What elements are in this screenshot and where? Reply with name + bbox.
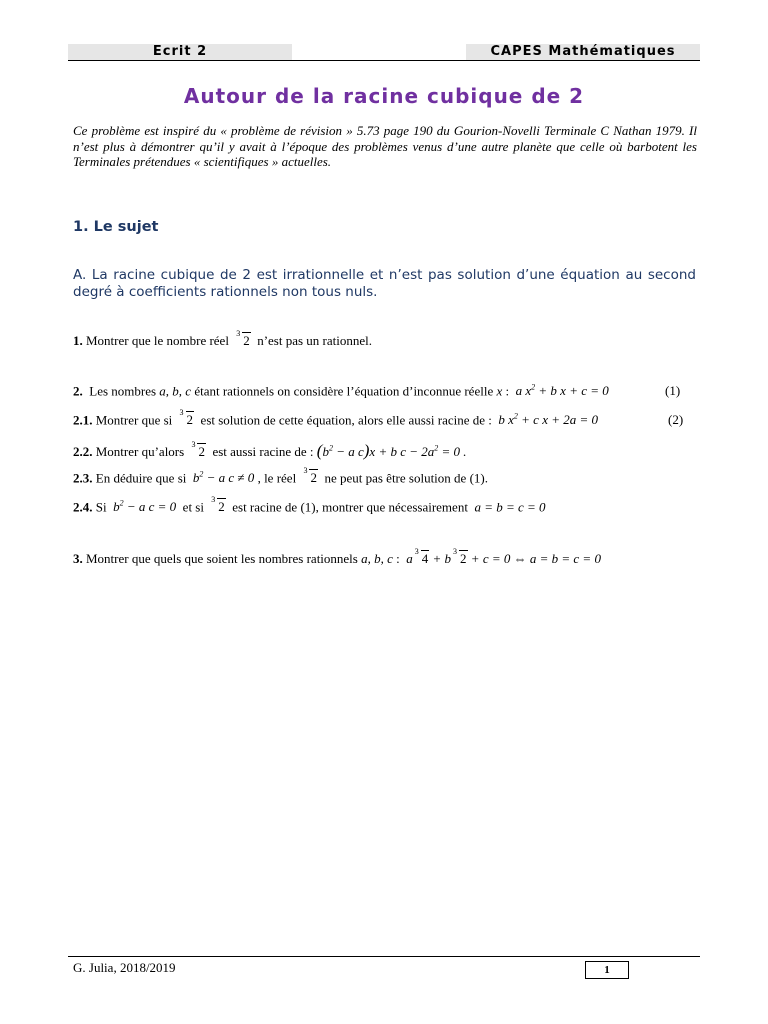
- equation-tag-2: (2): [668, 412, 684, 427]
- equation-tag-1: (1): [665, 383, 681, 398]
- intro-paragraph: Ce problème est inspiré du « problème de révision » 5.73 page 190 du Gourion-Novelli Terminale C Nathan 1979. Il n’est plus à démontrer qu’il y avait à l’époque des problèmes venus d’une autre planète que celle où barbotent les Terminales prétendues « scientifiques » actuelles.: [73, 123, 697, 169]
- question-3: 3. Montrer que quels que soient les nombres rationnels a, b, c : a 3 4 + b 3 2 + c = 0 ⇔ a = b = c = 0: [73, 547, 601, 566]
- cube-root-2: 3 2: [211, 495, 225, 515]
- section-heading: 1. Le sujet: [73, 219, 159, 235]
- cube-root-2: 3 2: [179, 408, 194, 428]
- equation-2: b $x^2 + c$ x + 2a = 0: [498, 412, 599, 428]
- part-a-heading: A. La racine cubique de 2 est irrationnelle et n’est pas solution d’une équation au second degré à coefficients rationnels non tous nuls.: [73, 267, 696, 300]
- question-2-1: 2.1. Montrer que si 3 2 est solution de cette équation, alors elle aussi racine de : b $x^2 + c$ x + 2a = 0: [73, 408, 599, 428]
- cube-root-2: 3 2: [303, 466, 317, 486]
- header-right: CAPES Mathématiques: [466, 44, 700, 60]
- condition-zero: $b^2 - a$ c = 0: [113, 499, 177, 515]
- question-2-2: 2.2. Montrer qu’alors 3 2 est aussi racine de : ($b^2 - a$ c)x + b $c - 2a^2 = 0$ .: [73, 440, 467, 460]
- header-left: Ecrit 2: [68, 44, 292, 60]
- equation-3: ($b^2 - a$ c)x + b $c - 2a^2 = 0$ .: [316, 441, 467, 460]
- page-title: Autour de la racine cubique de 2: [183, 84, 585, 108]
- equation-1: a $x^2 + b$ x + c = 0: [515, 383, 609, 399]
- question-2-4: 2.4. Si $b^2 - a$ c = 0 et si 3 2 est racine de (1), montrer que nécessairement a = b = c = 0: [73, 495, 546, 515]
- condition-nonzero: $b^2 - a$ c ≠ 0: [192, 470, 255, 486]
- footer-rule: [68, 956, 700, 957]
- final-equivalence: a 3 4 + b 3 2 + c = 0 ⇔ a = b = c = 0: [406, 547, 601, 566]
- page-number: 1: [585, 961, 629, 979]
- cube-root-2: 3 2: [236, 329, 250, 348]
- conclusion-zero: a = b = c = 0: [474, 499, 546, 515]
- cube-root-2: 3 2: [191, 440, 205, 459]
- question-1: 1. Montrer que le nombre réel 3 2 n’est pas un rationnel.: [73, 329, 373, 348]
- question-2-3: 2.3. En déduire que si $b^2 - a$ c ≠ 0 , le réel 3 2 ne peut pas être solution de (1).: [73, 466, 488, 486]
- question-2: 2. Les nombres a, b, c étant rationnels on considère l’équation d’inconnue réelle x : a $x^2 + b$ x + c = 0: [73, 383, 609, 399]
- footer-author: G. Julia, 2018/2019: [73, 960, 176, 975]
- header-rule: [68, 60, 700, 61]
